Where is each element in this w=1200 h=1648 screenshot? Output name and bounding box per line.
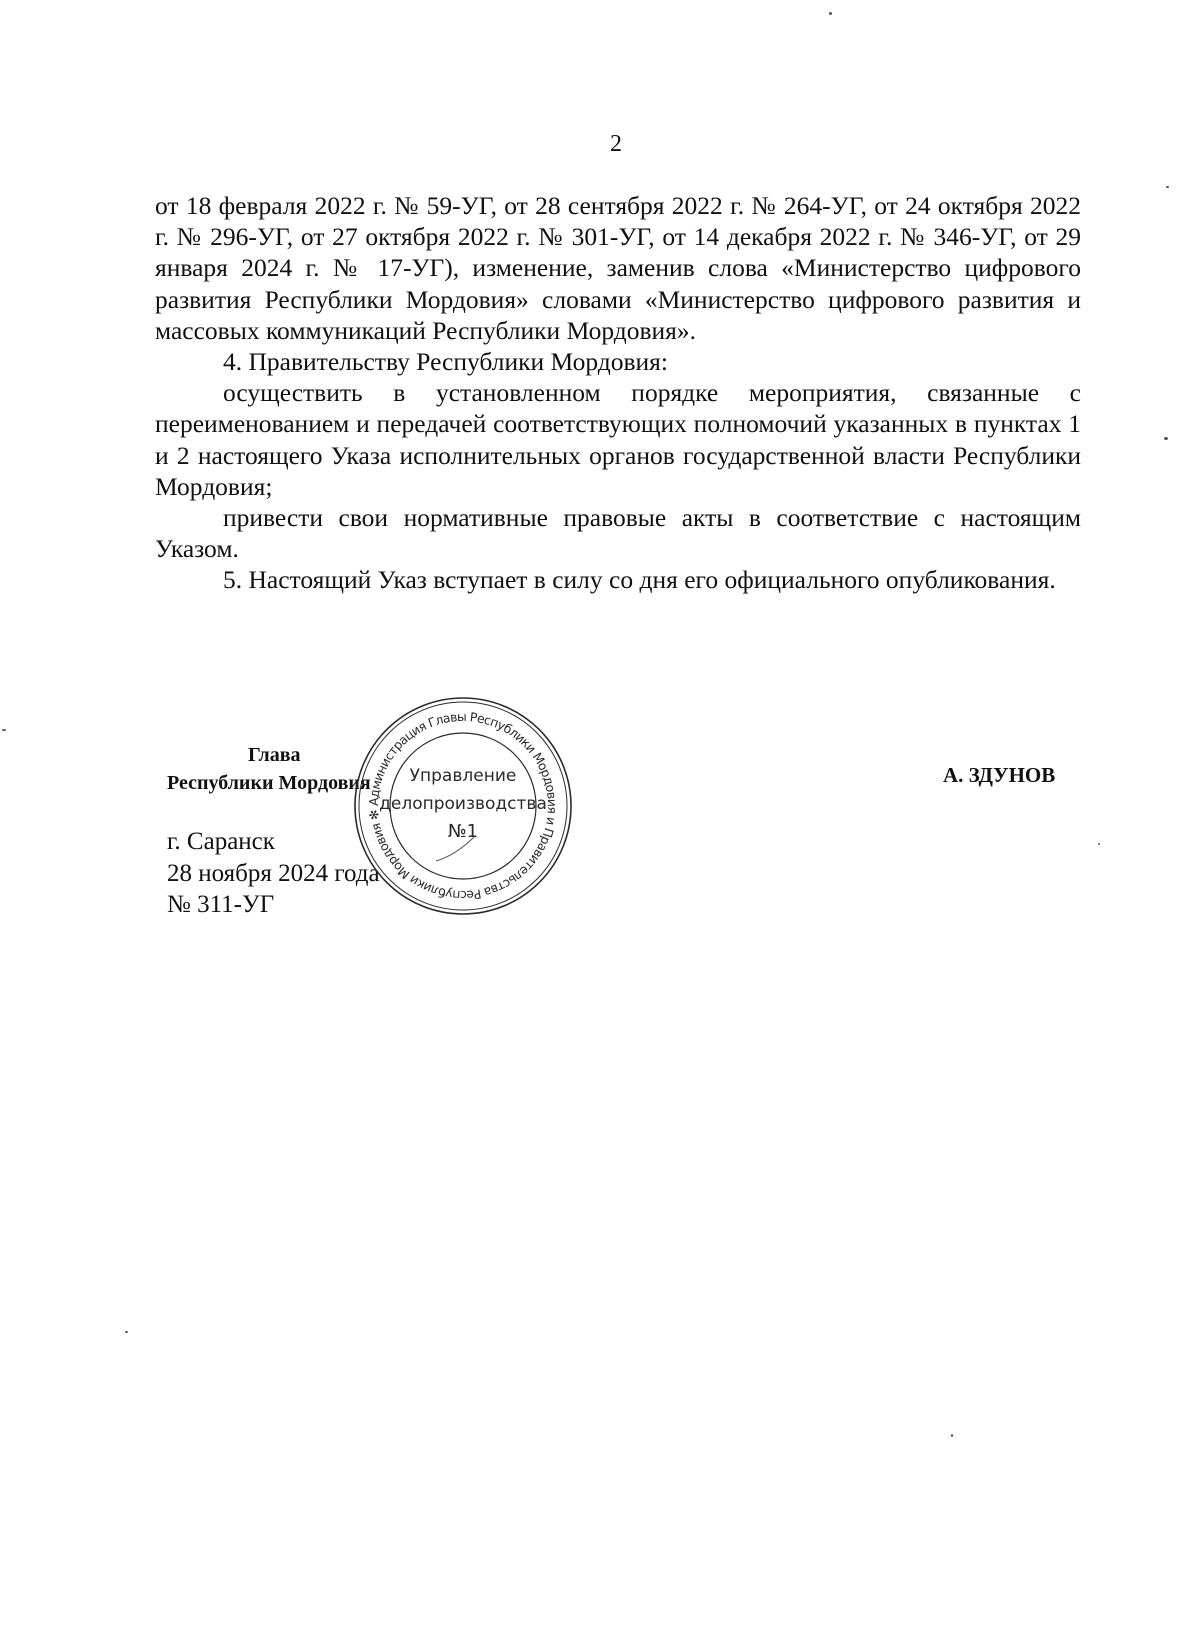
page-number: 2: [610, 131, 622, 157]
seal-ring-text: Администрация Главы Республики Мордовия и Правительства Республики Мордовия ✻: [365, 708, 561, 904]
issue-number: № 311-УГ: [167, 891, 275, 918]
signatory-title-line1: Глава: [248, 744, 301, 766]
scan-speck: [1164, 437, 1168, 440]
paragraph-item-4-measures: осуществить в установленном порядке мероприятия, связанные с переименованием и передачей соответствующих полномочий указанных в пунктах 1 и 2 настоящего Указа исполнительных органов государственной власти Республики Мордовия;: [155, 378, 1081, 501]
scan-speck: [2, 729, 6, 731]
paragraph-item-5-entry-into-force: 5. Настоящий Указ вступает в силу со дня его официального опубликования.: [223, 565, 1056, 595]
official-seal-stamp: [348, 691, 578, 921]
scan-speck: [1098, 843, 1100, 845]
scan-speck: [1166, 186, 1169, 188]
seal-center-line1: Управление: [409, 766, 517, 786]
paragraph-amendment-continuation: от 18 февраля 2022 г. № 59-УГ, от 28 сентября 2022 г. № 264-УГ, от 24 октября 2022 г. № 296-УГ, от 27 октября 2022 г. № 301-УГ, от 14 декабря 2022 г. № 346-УГ, от 29 января 2024 г. № 17-УГ), изменение, заменив слова «Министерство цифрового развития Республики Мордовия» словами «Министерство цифрового развития и массовых коммуникаций Республики Мордовия».: [155, 191, 1081, 345]
paragraph-item-4-heading: 4. Правительству Республики Мордовия:: [223, 347, 668, 377]
issue-date: 28 ноября 2024 года: [167, 859, 380, 887]
signatory-name: А. ЗДУНОВ: [943, 763, 1056, 787]
seal-center-line3: №1: [447, 821, 479, 842]
scan-speck: [951, 1434, 953, 1437]
decree-body: [155, 190, 1081, 596]
paragraph-item-4-acts: привести свои нормативные правовые акты в соответствие с настоящим Указом.: [155, 503, 1081, 564]
signatory-title-line2: Республики Мордовия: [167, 772, 371, 794]
scan-speck: [829, 12, 832, 15]
issue-place: г. Саранск: [167, 828, 275, 855]
scan-speck: [125, 1331, 128, 1333]
seal-center-line2: делопроизводства: [379, 794, 547, 814]
